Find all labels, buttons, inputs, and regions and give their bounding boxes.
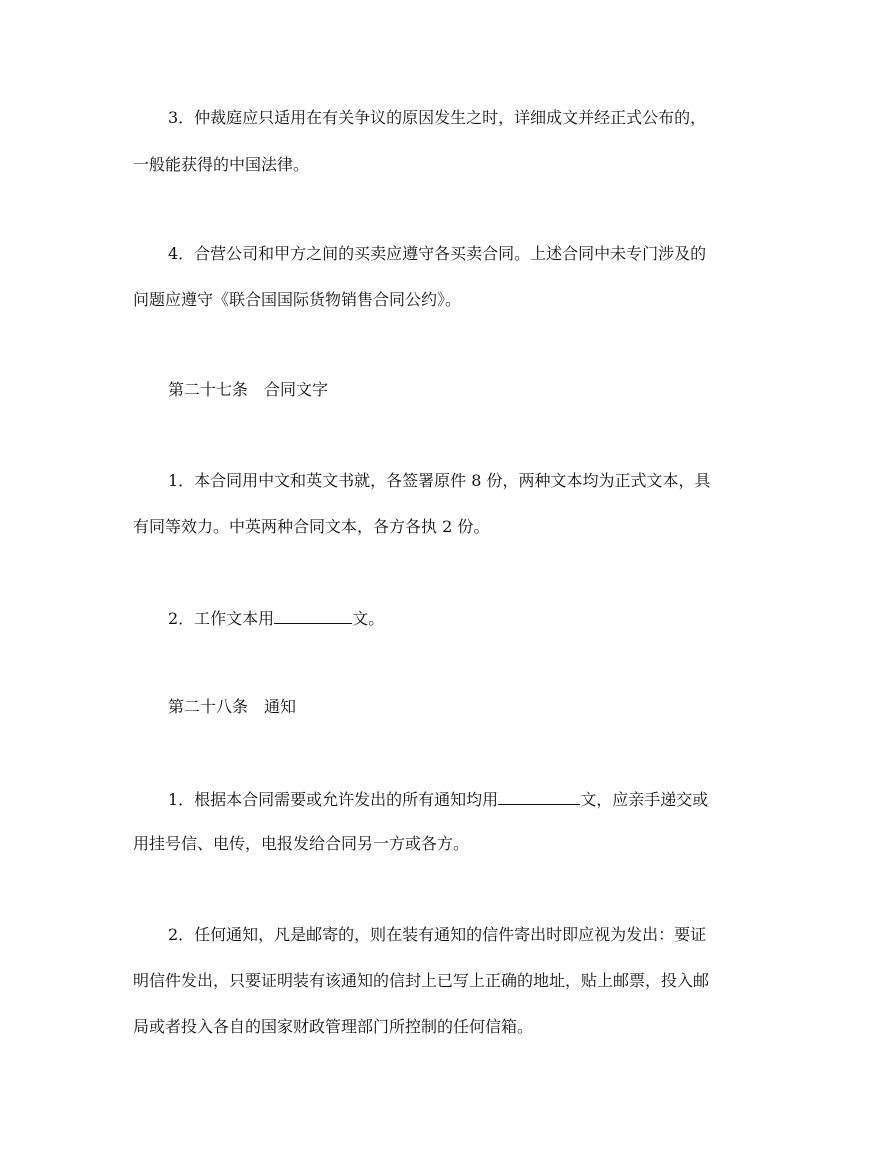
article-28-item-1-prefix: 1．根据本合同需要或允许发出的所有通知均用 <box>168 790 499 809</box>
article-28-item-1-suffix: 文，应亲手递交或 <box>580 790 709 809</box>
article-28-item-2-line-1: 2．任何通知，凡是邮寄的，则在装有通知的信件寄出时即应视为发出：要证 <box>168 925 707 944</box>
article-27-item-2-prefix: 2．工作文本用 <box>168 609 275 628</box>
article-27-item-1-line-1: 1．本合同用中文和英文书就，各签署原件 8 份，两种文本均为正式文本，具 <box>168 471 711 490</box>
article-27-heading: 第二十七条 合同文字 <box>168 380 329 399</box>
article-28-item-1-line-1 <box>168 788 708 810</box>
blank-fill-line <box>274 607 352 624</box>
article-27-item-2-suffix: 文。 <box>352 609 385 628</box>
article-28-item-2-line-3: 局或者投入各自的国家财政管理部门所控制的任何信箱。 <box>133 1017 534 1036</box>
paragraph-3-line-1: 3．仲裁庭应只适用在有关争议的原因发生之时，详细成文并经正式公布的， <box>168 108 707 127</box>
article-28-item-2-line-2: 明信件发出，只要证明装有该通知的信封上已写上正确的地址，贴上邮票，投入邮 <box>133 971 710 990</box>
article-28-item-1-line-2: 用挂号信、电传，电报发给合同另一方或各方。 <box>133 834 470 853</box>
article-27-item-2 <box>168 607 384 629</box>
article-28-heading: 第二十八条 通知 <box>168 697 297 716</box>
paragraph-3-line-2: 一般能获得的中国法律。 <box>133 155 310 174</box>
article-27-item-1-line-2: 有同等效力。中英两种合同文本，各方各执 2 份。 <box>133 517 490 536</box>
paragraph-4-line-1: 4．合营公司和甲方之间的买卖应遵守各买卖合同。上述合同中未专门涉及的 <box>168 244 707 263</box>
blank-fill-line <box>498 788 580 805</box>
paragraph-4-line-2: 问题应遵守《联合国国际货物销售合同公约》。 <box>133 290 462 309</box>
